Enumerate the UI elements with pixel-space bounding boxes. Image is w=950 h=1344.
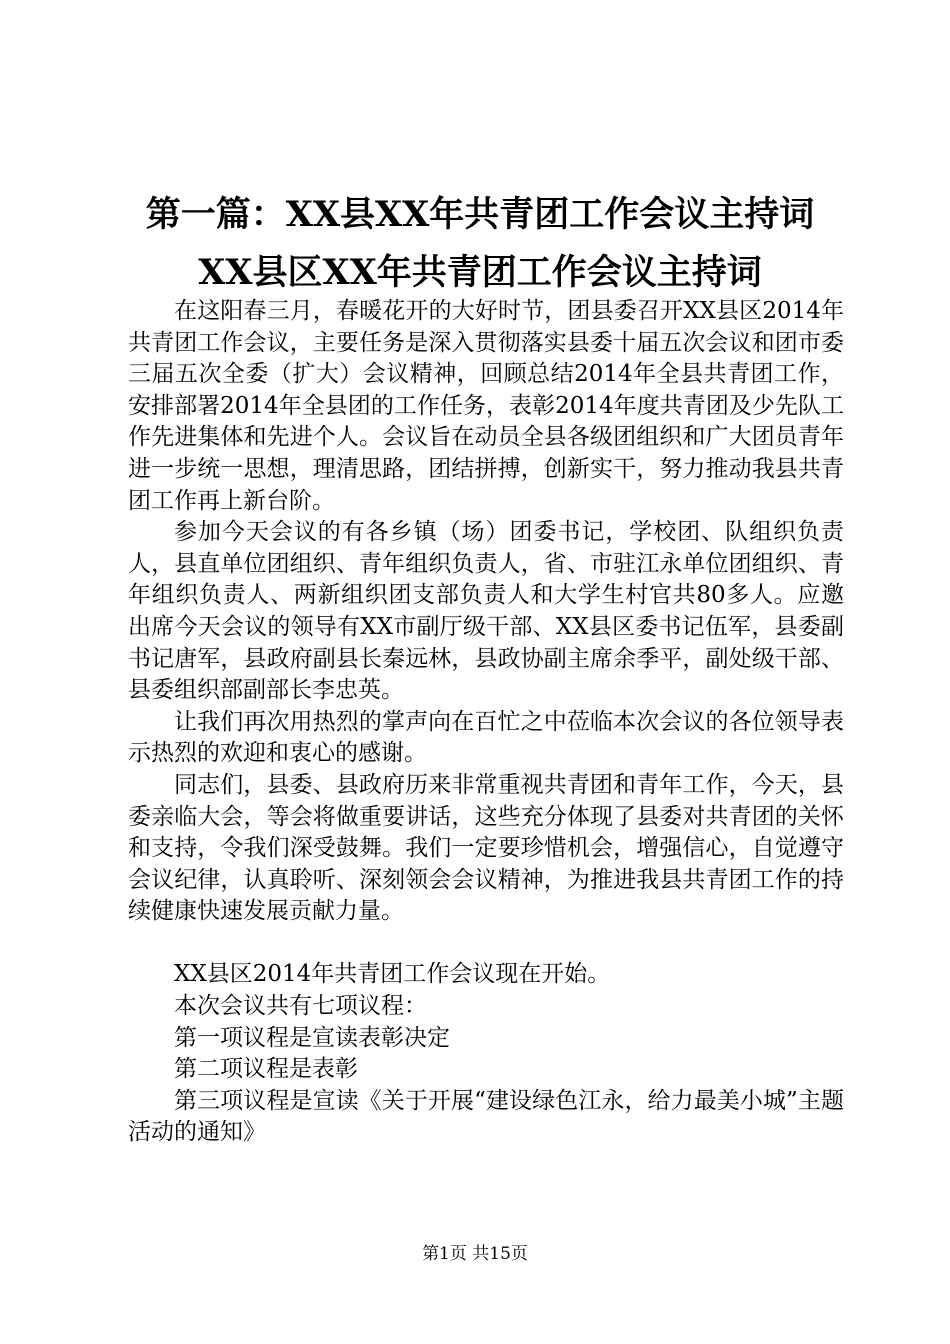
document-body <box>128 296 844 1149</box>
agenda-item-2: 第二项议程是表彰 <box>174 1056 358 1083</box>
paragraph-agenda-count: 本次会议共有七项议程： <box>174 993 427 1020</box>
paragraph-attendees: 参加今天会议的有各乡镇（场）团委书记，学校团、队组织负责人，县直单位团组织、青年组织负责人，省、市驻江永单位团组织、青年组织负责人、两新组织团支部负责人和大学生村官共80多人。应邀出席今天会议的领导有XX市副厅级干部、XX县区委书记伍军，县委副书记唐军，县政府副县长秦远林，县政协副主席余季平，副处级干部、县委组织部副部长李忠英。 <box>128 519 844 704</box>
paragraph-opening: XX县区2014年共青团工作会议现在开始。 <box>174 961 611 988</box>
agenda-item-3: 第三项议程是宣读《关于开展“建设绿色江永，给力最美小城”主题活动的通知》 <box>128 1087 844 1146</box>
document-title: 第一篇：XX县XX年共青团工作会议主持词XX县区XX年共青团工作会议主持词 <box>145 194 815 293</box>
paragraph-intro: 在这阳春三月，春暖花开的大好时节，团县委召开XX县区2014年共青团工作会议，主要任务是深入贯彻落实县委十届五次会议和团市委三届五次全委（扩大）会议精神，回顾总结2014年全县共青团工作，安排部署2014年全县团的工作任务，表彰2014年度共青团及少先队工作先进集体和先进个人。会议旨在动员全县各级团组织和广大团员青年进一步统一思想，理清思路，团结拼搏，创新实干，努力推动我县共青团工作再上新台阶。 <box>128 298 845 514</box>
agenda-item-1: 第一项议程是宣读表彰决定 <box>174 1024 450 1051</box>
paragraph-comrades: 同志们，县委、县政府历来非常重视共青团和青年工作，今天，县委亲临大会，等会将做重要讲话，这些充分体现了县委对共青团的关怀和支持，令我们深受鼓舞。我们一定要珍惜机会，增强信心，自觉遵守会议纪律，认真聆听、深刻领会会议精神，为推进我县共青团工作的持续健康快速发展贡献力量。 <box>128 771 844 925</box>
paragraph-welcome: 让我们再次用热烈的掌声向在百忙之中莅临本次会议的各位领导表示热烈的欢迎和衷心的感谢。 <box>128 708 844 767</box>
page-footer: 第1页 共15页 <box>422 1244 528 1264</box>
